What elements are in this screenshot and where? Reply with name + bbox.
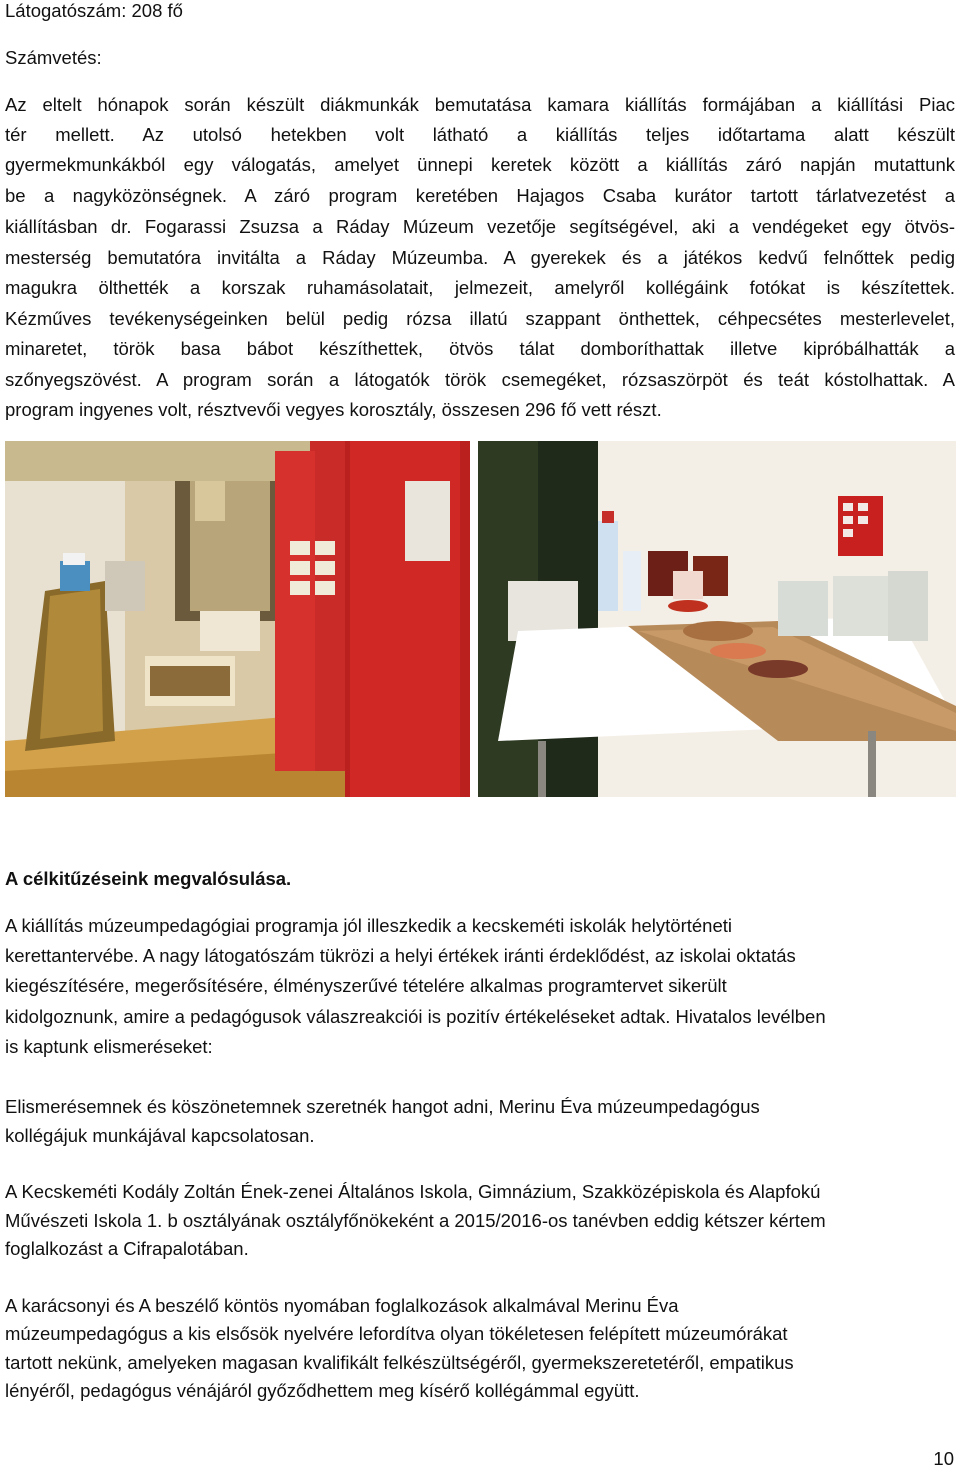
text-line: kiállításban dr. Fogarassi Zsuzsa a Ráday Múzeum vezetője segítségével, aki a vendégeket egy ötvös- [5,216,955,237]
text-line: minaretet, török basa bábot készíthettek, ötvös tálat domboríthattak illetve kipróbálhatták a [5,338,955,359]
text-line: tartott nekünk, amelyeken magasan kvalifikált felkészültségéről, gyermekszeretetéről, empatikus [5,1352,794,1373]
text-line: kiegészítésére, megerősítésére, élményszerűvé tételére alkalmas programtervet sikerült [5,975,727,996]
text-line: magukra ölthették a korszak ruhamásolatait, jelmezeit, amelyről kollégáink fotókat is készítettek. [5,277,955,298]
refreshments-photo [478,441,956,797]
page-number: 10 [933,1448,954,1469]
text-line: Elismerésemnek és köszönetemnek szeretnék hangot adni, Merinu Éva múzeumpedagógus [5,1096,760,1117]
text-line: kidolgoznunk, amire a pedagógusok válaszreakciói is pozitív értékeléseket adtak. Hivatalos levélben [5,1006,826,1027]
visitor-count: Látogatószám: 208 fő [5,0,183,21]
text-line: A Kecskeméti Kodály Zoltán Ének-zenei Általános Iskola, Gimnázium, Szakközépiskola és Alapfokú [5,1181,821,1202]
text-line: lényéről, pedagógus vénájáról győződhettem meg kísérő kollégámmal együtt. [5,1380,640,1401]
text-line: Művészeti Iskola 1. b osztályának osztályfőnökeként a 2015/2016-os tanévben eddig kétszer kértem [5,1210,826,1231]
exhibition-photo [5,441,470,797]
text-line: szőnyegszövést. A program során a látogatók török csemegéket, rózsaszörpöt és teát kóstolhattak. A [5,369,955,390]
text-line: Az eltelt hónapok során készült diákmunkák bemutatása kamara kiállítás formájában a kiállítási Piac [5,94,955,115]
text-line: gyermekmunkákból egy válogatás, amelyet ünnepi keretek között a kiállítás záró napján mutattunk [5,154,955,175]
accounting-heading: Számvetés: [5,47,102,68]
text-line: tér mellett. Az utolsó hetekben volt látható a kiállítás teljes időtartama alatt készült [5,124,955,145]
text-line: múzeumpedagógus a kis elsősök nyelvére lefordítva olyan tökéletesen felépített múzeumórákat [5,1323,788,1344]
text-line: A kiállítás múzeumpedagógiai programja jól illeszkedik a kecskeméti iskolák helytörténeti [5,915,732,936]
goals-heading: A célkitűzéseink megvalósulása. [5,868,292,889]
text-line: Kézműves tevékenységeinken belül pedig rózsa illatú szappant önthettek, céhpecsétes mesterlevelet, [5,308,955,329]
text-line: kollégájuk munkájával kapcsolatosan. [5,1125,315,1146]
text-line: be a nagyközönségnek. A záró program keretében Hajagos Csaba kurátor tartott tárlatvezetést a [5,185,955,206]
text-line: is kaptunk elismeréseket: [5,1036,213,1057]
text-line: program ingyenes volt, résztvevői vegyes korosztály, összesen 296 fő vett részt. [5,399,662,420]
text-line: A karácsonyi és A beszélő köntös nyomában foglalkozások alkalmával Merinu Éva [5,1295,679,1316]
text-line: kerettantervébe. A nagy látogatószám tükrözi a helyi értékek iránti érdeklődést, az iskolai oktatás [5,945,796,966]
text-line: foglalkozást a Cifrapalotában. [5,1238,249,1259]
text-line: mesterség bemutatóra invitálta a Ráday Múzeumba. A gyerekek és a játékos kedvű felnőttek pedig [5,247,955,268]
